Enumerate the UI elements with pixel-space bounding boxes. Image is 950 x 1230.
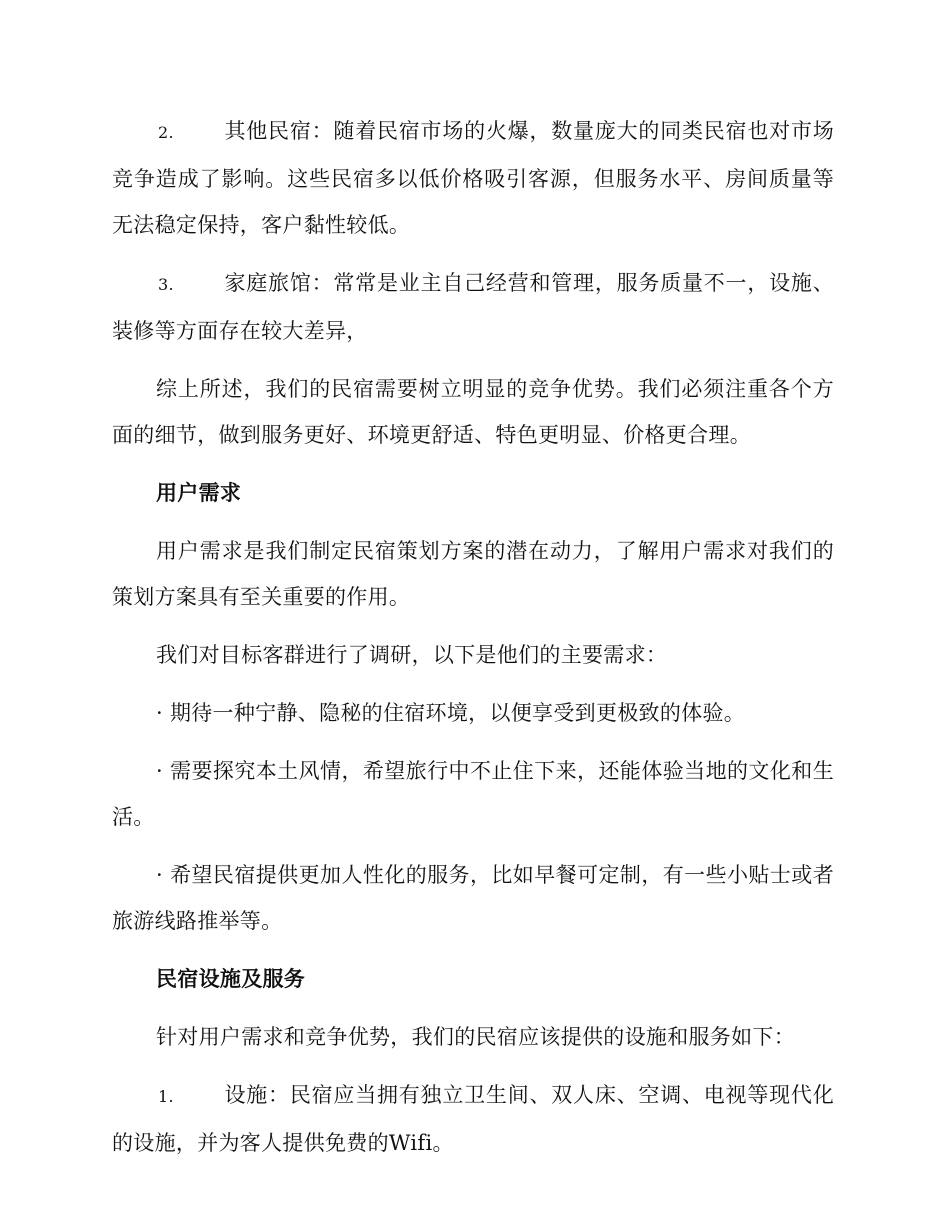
list-number: 1. bbox=[158, 1087, 174, 1106]
paragraph-text: 家庭旅馆：常常是业主自己经营和管理，服务质量不一，设施、装修等方面存在较大差异， bbox=[112, 271, 834, 343]
user-needs-survey: 我们对目标客群进行了调研，以下是他们的主要需求： bbox=[156, 643, 668, 667]
bullet-item: · 需要探究本土风情，希望旅行中不止住下来，还能体验当地的文化和生活。 bbox=[112, 759, 834, 829]
user-needs-intro: 用户需求是我们制定民宿策划方案的潜在动力，了解用户需求对我们的策划方案具有至关重要的作用。 bbox=[112, 539, 834, 609]
list-number: 3. bbox=[158, 275, 174, 294]
section-heading-facilities: 民宿设施及服务 bbox=[156, 966, 306, 991]
paragraph-text: 其他民宿：随着民宿市场的火爆，数量庞大的同类民宿也对市场竞争造成了影响。这些民宿多以低价格吸引客源，但服务水平、房间质量等无法稳定保持，客户黏性较低。 bbox=[112, 119, 834, 237]
facilities-intro: 针对用户需求和竞争优势，我们的民宿应该提供的设施和服务如下： bbox=[156, 1025, 795, 1049]
bullet-item: · 希望民宿提供更加人性化的服务，比如早餐可定制，有一些小贴士或者旅游线路推举等。 bbox=[112, 863, 834, 933]
competitor-item-2 bbox=[112, 108, 834, 248]
facility-item-1 bbox=[112, 1072, 834, 1166]
bullet-item: · 期待一种宁静、隐秘的住宿环境，以便享受到更极致的体验。 bbox=[156, 701, 746, 725]
paragraph-text: 设施：民宿应当拥有独立卫生间、双人床、空调、电视等现代化的设施，并为客人提供免费的Wifi。 bbox=[112, 1083, 834, 1155]
section-heading-user-needs: 用户需求 bbox=[156, 480, 242, 505]
summary-paragraph: 综上所述，我们的民宿需要树立明显的竞争优势。我们必须注重各个方面的细节，做到服务更好、环境更舒适、特色更明显、价格更合理。 bbox=[112, 377, 834, 447]
competitor-item-3 bbox=[112, 260, 834, 354]
list-number: 2. bbox=[158, 123, 174, 142]
document-body bbox=[112, 108, 834, 1178]
